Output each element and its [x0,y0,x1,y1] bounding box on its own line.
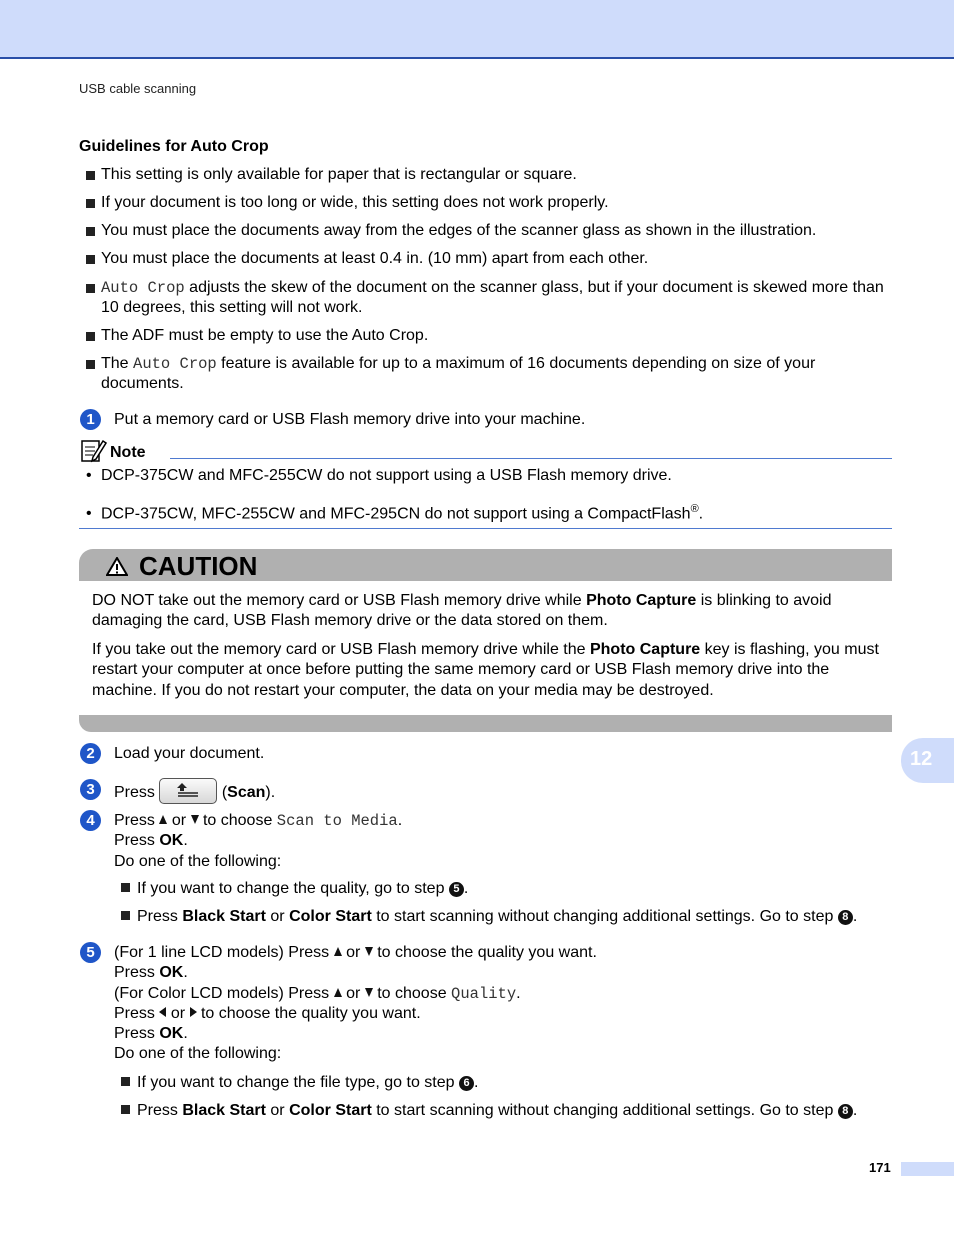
left-arrow-icon [159,1007,166,1017]
page-number: 171 [869,1160,891,1175]
step-ref: 6 [459,1076,474,1091]
scan-key-button [159,778,217,804]
square-bullet-icon [86,171,95,180]
step-4-badge: 4 [80,810,101,831]
note-label: Note [110,444,146,461]
menu-code: Auto Crop [133,355,217,373]
up-arrow-icon [159,815,167,824]
caution-paragraph: If you take out the memory card or USB Flash memory drive while the Photo Capture key is flashing, you must restart your computer at once before putting the same memory card or USB Flash memory drive into the machine. If you do not restart your computer, the data on your media may be destroyed. [92,641,879,699]
top-band [0,0,954,59]
step-ref: 8 [838,910,853,925]
down-arrow-icon [191,815,199,824]
square-bullet-icon [121,1105,130,1114]
right-arrow-icon [190,1007,197,1017]
menu-code: Scan to Media [276,812,398,830]
note-divider [79,528,892,529]
step-5-option: If you want to change the file type, go to step 6 . [121,1073,478,1093]
step-5-option: Press Black Start or Color Start to start scanning without changing additional settings. Go to step 8 . [121,1101,857,1121]
guideline-item: Auto Crop adjusts the skew of the document on the scanner glass, but if your document is skewed more than 10 degrees, this setting will not work. [86,278,896,318]
guideline-item: This setting is only available for paper that is rectangular or square. [86,165,896,185]
dot-bullet-icon: • [86,467,92,484]
step-2-text: Load your document. [114,745,265,762]
step-1-text: Put a memory card or USB Flash memory drive into your machine. [114,411,586,428]
square-bullet-icon [86,284,95,293]
warning-triangle-icon [106,557,128,576]
chapter-number: 12 [910,748,933,770]
running-head: USB cable scanning [79,81,197,96]
down-arrow-icon [365,988,373,997]
square-bullet-icon [86,227,95,236]
step-2-badge: 2 [80,743,101,764]
up-arrow-icon [334,947,342,956]
caution-paragraph: DO NOT take out the memory card or USB Flash memory drive while Photo Capture is blinking to avoid damaging the card, USB Flash memory drive or the data stored on them. [92,592,832,630]
caution-footer-bar [79,715,892,732]
scan-icon [175,782,201,798]
dot-bullet-icon: • [86,505,92,523]
caution-title: CAUTION [139,551,258,581]
menu-code: Quality [451,984,517,1003]
square-bullet-icon [86,360,95,369]
guideline-item: If your document is too long or wide, this setting does not work properly. [86,193,896,213]
step-1-badge: 1 [80,409,101,430]
square-bullet-icon [86,332,95,341]
square-bullet-icon [86,199,95,208]
step-4-option: If you want to change the quality, go to step 5 . [121,879,468,899]
step-4-option: Press Black Start or Color Start to start scanning without changing additional settings. Go to step 8 . [121,907,857,927]
square-bullet-icon [121,1077,130,1086]
guideline-item: The ADF must be empty to use the Auto Crop. [86,326,896,346]
up-arrow-icon [334,988,342,997]
step-3-badge: 3 [80,779,101,800]
page-tab [901,1162,954,1176]
menu-code: Auto Crop [101,279,185,297]
step-5-badge: 5 [80,942,101,963]
step-3-text: Press (Scan). [114,780,275,806]
step-ref: 8 [838,1104,853,1119]
step-4-text: Press or to choose Scan to Media. Press OK. Do one of the following: [114,812,403,870]
note-divider [170,458,892,459]
note-item: • DCP-375CW, MFC-255CW and MFC-295CN do not support using a CompactFlash®. [86,503,704,523]
guideline-item: You must place the documents away from the edges of the scanner glass as shown in the illustration. [86,221,896,241]
guideline-item: The Auto Crop feature is available for up to a maximum of 16 documents depending on size of your documents. [86,354,896,394]
square-bullet-icon [121,911,130,920]
square-bullet-icon [86,255,95,264]
guideline-item: You must place the documents at least 0.4 in. (10 mm) apart from each other. [86,249,896,269]
step-ref: 5 [449,882,464,897]
step-5-text: (For 1 line LCD models) Press or to choose the quality you want. Press OK. (For Color LCD models) Press or to choose Quality. Press or to choose the quality you want. Press OK. Do one of the following: [114,944,597,1063]
down-arrow-icon [365,947,373,956]
note-pencil-icon [81,438,107,463]
guidelines-heading: Guidelines for Auto Crop [79,138,269,155]
square-bullet-icon [121,883,130,892]
note-item: • DCP-375CW and MFC-255CW do not support using a USB Flash memory drive. [86,467,672,484]
